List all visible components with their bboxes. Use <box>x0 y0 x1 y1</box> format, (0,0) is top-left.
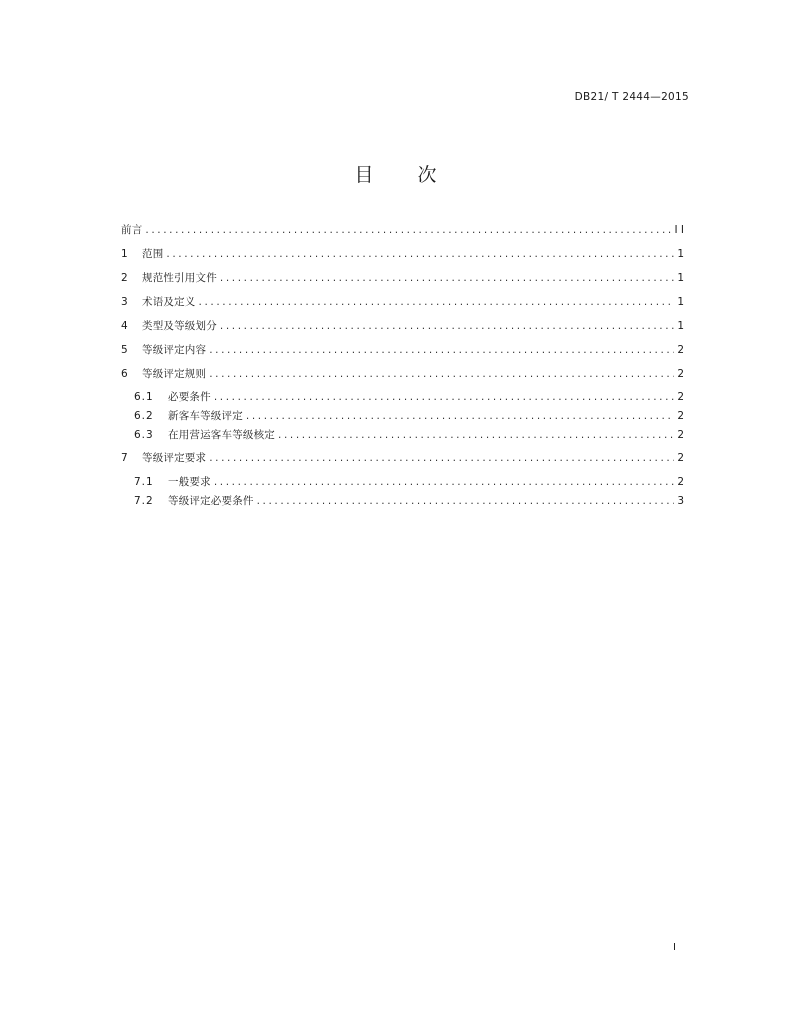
toc-entry-number: 2 <box>121 272 128 284</box>
toc-entry-number: 6.2 <box>134 410 154 422</box>
toc-leader-dots <box>278 429 674 441</box>
toc-entry-6-1[interactable] <box>134 389 684 403</box>
toc-entry-7-2[interactable] <box>134 493 684 507</box>
toc-entry-title: 术语及定义 <box>142 296 196 308</box>
toc-entry-page: 2 <box>677 368 684 380</box>
toc-entry-title: 规范性引用文件 <box>142 272 217 284</box>
toc-entry-title: 等级评定规则 <box>142 368 207 380</box>
toc-entry-3[interactable] <box>121 294 684 308</box>
toc-entry-number: 7 <box>121 452 128 464</box>
toc-leader-dots <box>199 296 675 308</box>
toc-entry-2[interactable] <box>121 270 684 284</box>
toc-entry-6-2[interactable] <box>134 408 684 422</box>
toc-entry-page: 2 <box>677 410 684 422</box>
toc-entry-title: 类型及等级划分 <box>142 320 217 332</box>
toc-leader-dots <box>220 272 674 284</box>
toc-entry-number: 7.2 <box>134 495 154 507</box>
toc-entry-number: 6 <box>121 368 128 380</box>
toc-leader-dots <box>145 224 671 236</box>
standard-code: DB21/ T 2444—2015 <box>574 91 689 103</box>
toc-leader-dots <box>166 248 674 260</box>
toc-entry-5[interactable] <box>121 342 684 356</box>
toc-entry-title: 等级评定要求 <box>142 452 207 464</box>
toc-entry-page: 2 <box>677 344 684 356</box>
toc-entry-7[interactable] <box>121 450 684 464</box>
toc-entry-page: 1 <box>677 272 684 284</box>
toc-title-char-1: 目 <box>354 164 374 186</box>
toc-entry-number: 7.1 <box>134 476 154 488</box>
toc-entry-foreword[interactable] <box>121 222 684 236</box>
toc-leader-dots <box>209 344 674 356</box>
toc-entry-title: 必要条件 <box>168 391 211 403</box>
toc-entry-number: 6.1 <box>134 391 154 403</box>
toc-entry-title: 等级评定必要条件 <box>168 495 254 507</box>
page-number: I <box>673 942 676 953</box>
toc-leader-dots <box>214 476 675 488</box>
toc-leader-dots <box>209 452 674 464</box>
toc-entry-page: I I <box>674 224 684 236</box>
toc-leader-dots <box>246 410 674 422</box>
toc-entry-title: 新客车等级评定 <box>168 410 243 422</box>
toc-entry-title: 在用营运客车等级核定 <box>168 429 275 441</box>
toc-entry-page: 1 <box>677 320 684 332</box>
toc-entry-title: 一般要求 <box>168 476 211 488</box>
toc-entry-6-3[interactable] <box>134 427 684 441</box>
toc-entry-number: 6.3 <box>134 429 154 441</box>
toc-entry-page: 2 <box>677 391 684 403</box>
toc-entry-title: 范围 <box>142 248 164 260</box>
toc-leader-dots <box>220 320 674 332</box>
toc-entry-number: 4 <box>121 320 128 332</box>
toc-entry-title: 等级评定内容 <box>142 344 207 356</box>
toc-entry-1[interactable] <box>121 246 684 260</box>
toc-entry-7-1[interactable] <box>134 474 684 488</box>
toc-entry-page: 2 <box>677 452 684 464</box>
toc-entry-6[interactable] <box>121 366 684 380</box>
toc-leader-dots <box>214 391 675 403</box>
toc-entry-4[interactable] <box>121 318 684 332</box>
toc-entry-page: 1 <box>677 248 684 260</box>
toc-entry-title: 前言 <box>121 224 143 236</box>
toc-title <box>0 160 791 187</box>
toc-entry-page: 1 <box>677 296 684 308</box>
toc-entry-page: 3 <box>677 495 684 507</box>
toc-entry-page: 2 <box>677 429 684 441</box>
toc-leader-dots <box>257 495 675 507</box>
toc-leader-dots <box>209 368 674 380</box>
toc-entry-page: 2 <box>677 476 684 488</box>
toc-title-char-2: 次 <box>417 164 437 186</box>
toc-entry-number: 3 <box>121 296 128 308</box>
toc-entry-number: 5 <box>121 344 128 356</box>
toc-entry-number: 1 <box>121 248 128 260</box>
